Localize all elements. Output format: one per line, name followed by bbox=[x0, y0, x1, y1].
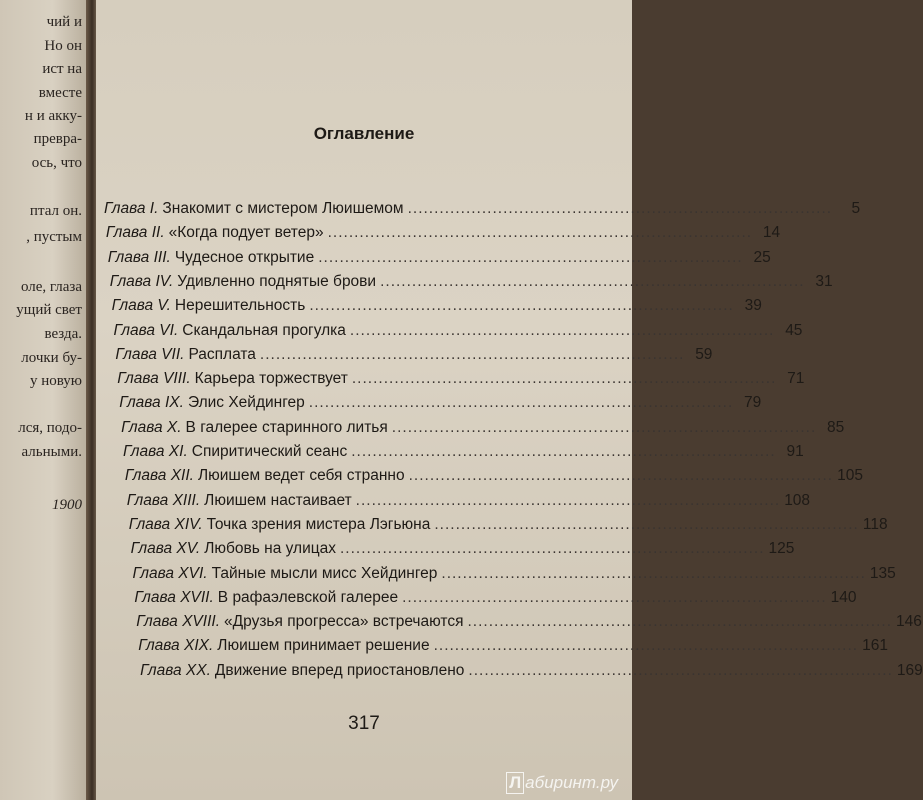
toc-entry-leader: ................................................................................ bbox=[433, 637, 859, 655]
toc-entry-leader: ................................................................................ bbox=[318, 248, 743, 266]
toc-entry-leader: ................................................................................ bbox=[402, 588, 827, 606]
toc-entry-page: 59 bbox=[695, 345, 713, 363]
toc-entry-prefix: Глава IX. bbox=[119, 394, 184, 412]
toc-entry-number: X bbox=[166, 418, 178, 436]
watermark-text: абиринт.ру bbox=[525, 773, 618, 792]
toc-entry-title: Точка зрения мистера Лэгьюна bbox=[206, 515, 431, 533]
toc-entry-number: XV bbox=[176, 540, 196, 558]
left-page-line: оле, глаза bbox=[20, 279, 82, 295]
toc-entry-title: «Друзья прогресса» встречаются bbox=[224, 613, 464, 631]
toc-entry-label: Глава bbox=[136, 613, 178, 631]
toc-entry-leader: ................................................................................ bbox=[351, 443, 776, 460]
toc-entry-leader: ................................................................................ bbox=[407, 200, 833, 217]
toc-entry-label: Глава bbox=[123, 443, 165, 460]
left-page-line: лочки бу- bbox=[21, 350, 82, 366]
toc-entry-title: Элис Хейдингер bbox=[187, 394, 305, 412]
toc-entry-prefix: Глава I. bbox=[104, 200, 159, 217]
toc-entry bbox=[130, 540, 795, 558]
toc-entry-number: XVI bbox=[178, 564, 204, 582]
toc-entry-label: Глава bbox=[126, 491, 169, 509]
toc-entry-label: Глава bbox=[138, 637, 180, 655]
toc-entry-leader: ................................................................................ bbox=[308, 394, 734, 412]
toc-entry-label: Глава bbox=[104, 200, 146, 217]
toc-entry-page: 118 bbox=[862, 515, 888, 533]
toc-entry-page: 169 bbox=[896, 661, 923, 679]
toc-entry-number: XVII bbox=[180, 588, 210, 606]
toc-entry bbox=[132, 564, 896, 583]
toc-entry bbox=[117, 370, 805, 388]
toc-entry-label: Глава bbox=[111, 297, 154, 315]
left-page-line: н и акку- bbox=[24, 108, 82, 124]
toc-entry bbox=[124, 467, 863, 485]
toc-entry-page: 39 bbox=[744, 297, 762, 315]
left-page-line: чий и bbox=[46, 14, 82, 30]
toc-entry-title: В рафаэлевской галерее bbox=[217, 588, 399, 606]
toc-entry bbox=[109, 272, 833, 291]
toc-entry-title: Знакомит с мистером Люишемом bbox=[162, 200, 404, 217]
toc-entry-number: V bbox=[157, 297, 167, 315]
toc-entry-number: XI bbox=[168, 443, 184, 460]
toc-entry-page: 79 bbox=[744, 394, 762, 412]
toc-entry bbox=[123, 443, 804, 461]
watermark-mark: Л bbox=[506, 772, 524, 794]
left-page-line: лся, подо- bbox=[18, 420, 82, 436]
toc-entry bbox=[138, 637, 888, 655]
toc-entry-label: Глава bbox=[117, 370, 159, 388]
toc-entry-leader: ................................................................................ bbox=[351, 370, 777, 388]
toc-entry-prefix: Глава XIII. bbox=[126, 491, 201, 509]
toc-entry-title: Люишем ведет себя странно bbox=[197, 467, 405, 485]
toc-entry-page: 31 bbox=[815, 272, 833, 290]
left-page-line: ущий свет bbox=[16, 302, 82, 318]
toc-entry-label: Глава bbox=[115, 345, 157, 363]
toc-entry bbox=[119, 394, 762, 412]
toc-entry-number: VII bbox=[161, 345, 181, 363]
left-page-line: птал он. bbox=[29, 203, 82, 219]
toc-entry-number: IV bbox=[155, 272, 169, 290]
left-page-line: , пустым bbox=[26, 229, 82, 245]
toc-entry-page: 85 bbox=[827, 418, 845, 436]
toc-entry bbox=[128, 515, 888, 534]
toc-entry-title: Движение вперед приостановлено bbox=[214, 661, 465, 679]
left-page bbox=[0, 0, 88, 800]
toc-entry-prefix: Глава X. bbox=[121, 418, 182, 436]
right-page bbox=[96, 0, 923, 800]
left-page-line: вместе bbox=[38, 85, 82, 101]
toc-entry-number: I bbox=[149, 200, 155, 217]
left-page-line: ось, что bbox=[31, 155, 82, 171]
toc-entry bbox=[115, 345, 713, 364]
toc-entry-label: Глава bbox=[119, 394, 161, 412]
toc-entry-leader: ................................................................................ bbox=[259, 345, 685, 363]
toc-entry-label: Глава bbox=[130, 540, 173, 558]
toc-entry-number: VIII bbox=[163, 370, 187, 388]
toc-entry-leader: ................................................................................ bbox=[441, 564, 866, 582]
toc-entry-prefix: Глава VII. bbox=[115, 345, 185, 363]
toc-entry-prefix: Глава XIX. bbox=[138, 637, 214, 655]
toc-entry-page: 5 bbox=[851, 200, 861, 217]
toc-entry-prefix: Глава V. bbox=[111, 297, 171, 315]
toc-entry-title: Нерешительность bbox=[174, 297, 306, 315]
toc-entry-title: «Когда подует ветер» bbox=[168, 224, 324, 242]
toc-entry-leader: ................................................................................ bbox=[349, 321, 775, 339]
toc-entry-label: Глава bbox=[121, 418, 163, 436]
toc-entry-number: XX bbox=[185, 661, 207, 679]
toc-entry-number: II bbox=[151, 224, 161, 242]
toc-entry-prefix: Глава II. bbox=[105, 224, 165, 242]
toc-entry-title: Люишем настаивает bbox=[204, 491, 352, 509]
toc-entry-leader: ................................................................................ bbox=[340, 540, 765, 558]
toc-entry-prefix: Глава XV. bbox=[130, 540, 201, 558]
toc-entry-leader: ................................................................................ bbox=[309, 297, 734, 315]
toc-entry-number: XIII bbox=[172, 491, 196, 509]
toc-entry-number: III bbox=[153, 248, 167, 266]
toc-entry-number: VI bbox=[159, 321, 174, 339]
toc-entry-page: 108 bbox=[784, 491, 811, 509]
toc-entry bbox=[121, 418, 845, 437]
toc-entry-prefix: Глава VI. bbox=[113, 321, 179, 339]
toc-entry-prefix: Глава XI. bbox=[123, 443, 188, 460]
toc-entry-title: В галерее старинного литья bbox=[185, 418, 388, 436]
toc-entry-prefix: Глава III. bbox=[107, 248, 171, 266]
toc-entry-leader: ................................................................................ bbox=[391, 418, 817, 436]
left-page-year: 1900 bbox=[52, 497, 82, 513]
toc-entry bbox=[134, 588, 857, 607]
left-page-line: у новую bbox=[29, 373, 82, 389]
left-page-line: Но он bbox=[44, 38, 82, 54]
toc-entry-page: 25 bbox=[753, 248, 771, 266]
left-page-line: ист на bbox=[42, 61, 82, 77]
toc-entry-leader: ................................................................................ bbox=[468, 661, 893, 679]
toc-entry-label: Глава bbox=[105, 224, 148, 242]
left-page-line: альными. bbox=[21, 444, 82, 460]
toc-entry-page: 161 bbox=[862, 637, 888, 655]
toc-entry-label: Глава bbox=[107, 248, 150, 266]
watermark-logo bbox=[506, 772, 618, 794]
toc-entry-prefix: Глава VIII. bbox=[117, 370, 191, 388]
toc-entry-leader: ................................................................................ bbox=[327, 224, 753, 242]
toc-entry-leader: ................................................................................ bbox=[467, 613, 892, 631]
toc-entry bbox=[111, 297, 762, 315]
toc-entry bbox=[104, 200, 861, 218]
toc-entry-prefix: Глава XX. bbox=[140, 661, 211, 679]
toc-entry-label: Глава bbox=[134, 588, 176, 606]
toc-entry-page: 135 bbox=[869, 564, 896, 582]
toc-entry-page: 146 bbox=[896, 613, 922, 631]
toc-entry-title: Любовь на улицах bbox=[204, 540, 336, 558]
toc-entry-title: Люишем принимает решение bbox=[217, 637, 430, 655]
toc-entry-number: IX bbox=[164, 394, 180, 412]
toc-entry-label: Глава bbox=[109, 272, 152, 290]
toc-entry-number: XIV bbox=[174, 515, 199, 533]
toc-entry-number: XII bbox=[170, 467, 190, 485]
toc-entry bbox=[126, 491, 811, 510]
toc-entry-prefix: Глава XVII. bbox=[134, 588, 214, 606]
toc-entry-prefix: Глава XII. bbox=[124, 467, 194, 485]
toc-entry bbox=[140, 661, 923, 680]
toc-entry-number: XVIII bbox=[182, 613, 216, 631]
toc-entry-title: Тайные мысли мисс Хейдингер bbox=[211, 564, 438, 582]
toc-entry-page: 105 bbox=[837, 467, 863, 485]
toc-entry bbox=[105, 224, 781, 242]
toc-entry bbox=[107, 248, 771, 267]
toc-entry-page: 125 bbox=[768, 540, 795, 558]
toc-entry-label: Глава bbox=[124, 467, 167, 485]
toc-entry-leader: ................................................................................ bbox=[355, 491, 781, 509]
page-number: 317 bbox=[348, 713, 380, 734]
toc-entry bbox=[113, 321, 803, 340]
toc-entry-title: Чудесное открытие bbox=[174, 248, 315, 266]
toc-entry-leader: ................................................................................ bbox=[408, 467, 834, 485]
toc-entry-label: Глава bbox=[128, 515, 171, 533]
toc-entry-prefix: Глава IV. bbox=[109, 272, 174, 290]
toc-entry-label: Глава bbox=[140, 661, 182, 679]
toc-entry-page: 91 bbox=[786, 443, 804, 460]
toc-entry-prefix: Глава XIV. bbox=[128, 515, 203, 533]
toc-entry-title: Скандальная прогулка bbox=[182, 321, 346, 339]
toc-entry-leader: ................................................................................ bbox=[380, 272, 805, 290]
toc-entry-title: Расплата bbox=[188, 345, 256, 363]
toc-entry-title: Удивленно поднятые брови bbox=[177, 272, 377, 290]
left-page-line: везда. bbox=[44, 326, 82, 342]
toc-heading: Оглавление bbox=[313, 124, 415, 143]
toc-entry bbox=[136, 613, 922, 631]
toc-entry-title: Карьера торжествует bbox=[194, 370, 348, 388]
toc-entry-page: 14 bbox=[762, 224, 781, 242]
toc-entry-prefix: Глава XVIII. bbox=[136, 613, 221, 631]
toc-entry-label: Глава bbox=[132, 564, 174, 582]
toc-entry-leader: ................................................................................ bbox=[434, 515, 859, 533]
toc-entry-page: 71 bbox=[787, 370, 805, 388]
toc-entry-label: Глава bbox=[113, 321, 155, 339]
toc-entry-title: Спиритический сеанс bbox=[191, 443, 348, 460]
toc-entry-prefix: Глава XVI. bbox=[132, 564, 208, 582]
left-page-line: превра- bbox=[33, 131, 82, 147]
toc-entry-number: XIX bbox=[183, 637, 209, 655]
toc-entry-page: 140 bbox=[830, 588, 857, 606]
toc-entry-page: 45 bbox=[785, 321, 803, 339]
